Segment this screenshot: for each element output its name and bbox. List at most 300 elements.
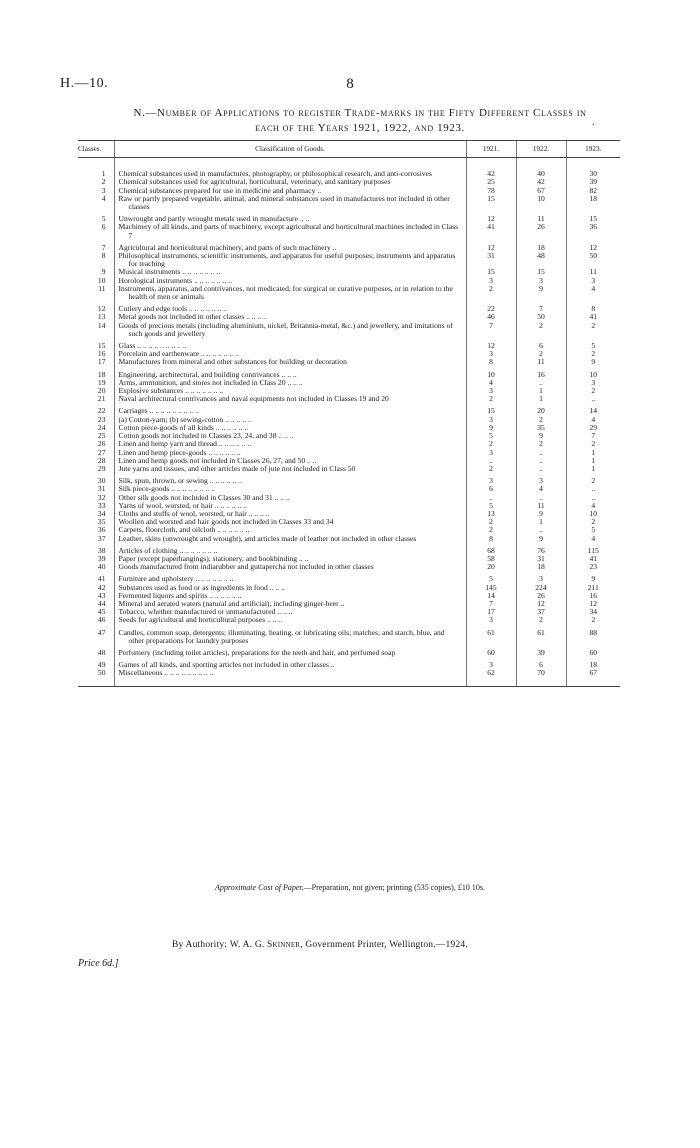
count-1922: 3: [539, 476, 543, 486]
count-1923-cell: [566, 645, 620, 657]
class-description: Tobacco, whether manufactured or unmanufactured .. .. ..: [118, 607, 293, 617]
class-number: 34: [97, 508, 106, 518]
count-1922-cell: [516, 625, 566, 645]
authority-line: [172, 940, 468, 950]
class-number: 30: [97, 476, 106, 486]
count-1922: 11: [537, 214, 545, 224]
count-1923-cell: [566, 669, 620, 677]
count-1922: ..: [539, 525, 543, 535]
count-1922: 26: [537, 590, 545, 600]
class-number-cell: [78, 432, 114, 440]
class-number: 37: [97, 533, 106, 543]
count-1922-cell: [516, 358, 566, 366]
class-description: Manufactures from mineral and other substances for building or decoration: [118, 357, 347, 367]
count-1921-cell: [466, 669, 516, 677]
count-1922: 2: [539, 439, 543, 449]
class-description: Naval architectural contrivances and naval equipments not included in Classes 19 and 20: [118, 394, 389, 404]
class-number-cell: [78, 338, 114, 350]
table-row: [78, 535, 620, 543]
count-1921: 12: [487, 341, 495, 351]
table-row: [78, 322, 620, 338]
class-number: 36: [97, 525, 106, 535]
class-number-cell: [78, 268, 114, 276]
count-1923: 88: [589, 627, 598, 637]
count-1921: 2: [489, 517, 493, 527]
count-1921: 14: [487, 590, 495, 600]
class-number: 17: [97, 357, 106, 367]
header-1922: 1922.: [516, 141, 566, 158]
class-number: 28: [97, 455, 106, 465]
class-number-cell: [78, 645, 114, 657]
count-1921: 2: [489, 463, 493, 473]
count-1922-cell: [516, 195, 566, 211]
count-1921: 15: [487, 406, 495, 416]
class-description-cell: [114, 563, 466, 571]
class-number: 23: [97, 414, 106, 424]
count-1921: 2: [489, 394, 493, 404]
count-1923: 5: [591, 525, 596, 535]
class-description: Linen and hemp piece-goods .. .. .. .. .. ..: [118, 447, 241, 457]
class-number: 9: [101, 267, 106, 277]
class-number: 16: [97, 349, 106, 359]
count-1923-cell: [566, 465, 620, 473]
count-1923: 4: [591, 283, 596, 293]
count-1922: 61: [537, 627, 545, 637]
class-number-cell: [78, 518, 114, 526]
class-number: 41: [97, 574, 106, 584]
count-1921-cell: [466, 322, 516, 338]
class-description: Fermented liquors and spirits .. .. .. .. .. ..: [118, 590, 242, 600]
count-1922: 11: [537, 357, 545, 367]
count-1921: ..: [489, 492, 493, 502]
class-description: Instruments, apparatus, and contrivances, not medicated, for surgical or curative purposes, or in relation to the health of men or animals: [118, 283, 453, 302]
count-1923: 34: [589, 607, 598, 617]
class-number: 12: [97, 304, 106, 314]
class-number: 29: [97, 463, 106, 473]
class-number: 8: [101, 251, 106, 261]
class-description: Cotton goods not included in Classes 23, 24, and 38 .. .. ..: [118, 431, 294, 441]
count-1921: ..: [489, 455, 493, 465]
count-1922-cell: [516, 645, 566, 657]
count-1921-cell: [466, 645, 516, 657]
count-1922: 26: [537, 222, 545, 232]
class-description: Engineering, architectural, and building contrivances .. .. ..: [118, 369, 297, 379]
count-1921: 15: [487, 267, 495, 277]
class-description: Perfumery (including toilet articles), preparations for the teeth and hair, and perfumed soap: [118, 647, 396, 657]
class-number: 4: [101, 193, 106, 203]
count-1922: 18: [537, 562, 545, 572]
class-number-cell: [78, 571, 114, 583]
count-1923: 41: [589, 553, 598, 563]
class-number: 35: [97, 517, 106, 527]
count-1921-cell: [466, 285, 516, 301]
class-number-cell: [78, 543, 114, 555]
count-1923: 5: [591, 341, 596, 351]
count-1923: 8: [591, 304, 596, 314]
class-description: Philosophical instruments, scientific instruments, and apparatus for useful purposes; instruments and apparatus for teaching: [118, 251, 456, 269]
class-description: Cloths and stuffs of wool, worsted, or hair .. .. .. ..: [118, 508, 270, 518]
class-number-cell: [78, 584, 114, 592]
class-description: Seeds for agricultural and horticultural purposes .. .. ..: [118, 615, 283, 625]
class-description: Chemical substances used in manufactures, photography, or philosophical research, and anti-corrosives: [118, 169, 432, 179]
count-1923: 11: [589, 267, 597, 277]
class-description-cell: [114, 358, 466, 366]
count-1922: 224: [535, 582, 547, 592]
class-description: Metal goods not included in other classes .. .. .. ..: [118, 312, 267, 322]
count-1921: 15: [487, 193, 495, 203]
class-description: Musical instruments .. .. .. .. .. .. ..: [118, 267, 221, 277]
class-number-cell: [78, 510, 114, 518]
class-number: 39: [97, 553, 106, 563]
count-1923: 12: [589, 598, 598, 608]
count-1922: ..: [539, 463, 543, 473]
class-description: Substances used as food or as ingredients in food .. .. ..: [118, 582, 285, 592]
count-1921: 3: [489, 447, 493, 457]
class-number: 22: [97, 406, 106, 416]
count-1921: 3: [489, 386, 493, 396]
count-1922: 67: [537, 185, 545, 195]
authority-prefix: By Authority:: [172, 940, 228, 950]
class-number-cell: [78, 195, 114, 211]
class-number-cell: [78, 555, 114, 563]
class-description: Cutlery and edge tools .. .. .. .. .. .. ..: [118, 304, 227, 314]
count-1921-cell: [466, 625, 516, 645]
count-1921: 2: [489, 439, 493, 449]
class-number-cell: [78, 473, 114, 485]
count-1921: 145: [485, 582, 497, 592]
count-1922: 37: [537, 607, 545, 617]
class-description: Paper (except paperhangings), stationery, and bookbinding .. ..: [118, 553, 309, 563]
class-description: Carpets, floorcloth, and oilcloth .. .. .. .. .. ..: [118, 525, 250, 535]
count-1923-cell: [566, 563, 620, 571]
class-description-cell: [114, 285, 466, 301]
count-1923: 2: [591, 320, 596, 330]
count-1922: 11: [537, 500, 545, 510]
class-number: 42: [97, 582, 106, 592]
count-1922: 35: [537, 422, 545, 432]
count-1921: 12: [487, 242, 495, 252]
table-row: [78, 252, 620, 268]
count-1923-cell: [566, 322, 620, 338]
class-description-cell: [114, 669, 466, 677]
count-1921: 3: [489, 275, 493, 285]
count-1923: 18: [589, 660, 598, 670]
count-1921: 5: [489, 500, 493, 510]
header-1923: 1923.: [566, 141, 620, 158]
class-number: 3: [101, 185, 106, 195]
table-body: [78, 158, 620, 686]
class-number: 15: [97, 341, 106, 351]
class-number-cell: [78, 252, 114, 268]
table-row: [78, 616, 620, 624]
class-number-cell: [78, 457, 114, 465]
class-description-cell: [114, 322, 466, 338]
class-description-cell: [114, 403, 466, 415]
count-1921: 13: [487, 508, 495, 518]
count-1922: 2: [539, 414, 543, 424]
count-1923: 23: [589, 562, 598, 572]
count-1923: 4: [591, 500, 596, 510]
count-1923: 2: [591, 615, 596, 625]
count-1923-cell: [566, 616, 620, 624]
count-1922: 39: [537, 647, 545, 657]
class-description: Cotton piece-goods of all kinds .. .. .. .. .. ..: [118, 422, 249, 432]
count-1922: 6: [539, 341, 543, 351]
count-1921: 3: [489, 414, 493, 424]
class-description: Goods of precious metals (including aluminium, nickel, Britannia-metal, &c.) and jewellery, and imitations of such goods and jewellery: [118, 320, 453, 338]
class-description: Glass .. .. .. .. .. .. .. .. ..: [118, 341, 187, 351]
count-1921-cell: [466, 358, 516, 366]
page-number: 8: [346, 76, 354, 92]
table-title: [60, 106, 660, 136]
count-1921: 8: [489, 533, 493, 543]
count-1923: 60: [589, 647, 598, 657]
count-1922-cell: [516, 563, 566, 571]
class-number: 5: [101, 214, 106, 224]
count-1922: 76: [537, 545, 545, 555]
count-1923: 30: [589, 169, 598, 179]
class-number: 25: [97, 431, 106, 441]
class-number-cell: [78, 387, 114, 395]
count-1923: 1: [591, 455, 596, 465]
count-1921-cell: [466, 465, 516, 473]
class-number-cell: [78, 313, 114, 321]
count-1921: 8: [489, 357, 493, 367]
count-1922: 18: [537, 242, 545, 252]
count-1923: 67: [589, 668, 598, 678]
header-1921: 1921.: [466, 141, 516, 158]
class-description: Mineral and aerated waters (natural and artificial), including ginger-beer ..: [118, 598, 345, 608]
class-description-cell: [114, 195, 466, 211]
class-number: 46: [97, 615, 106, 625]
authority-suffix: Government Printer, Wellington.—1924.: [305, 940, 468, 950]
header-classification: Classification of Goods.: [114, 141, 466, 158]
class-number: 24: [97, 422, 106, 432]
count-1923: 15: [589, 214, 598, 224]
count-1923: ..: [591, 492, 596, 502]
table-row: [78, 358, 620, 366]
cost-text: —Preparation, not given; printing (535 copies), £10 10s.: [303, 883, 485, 892]
count-1921-cell: [466, 395, 516, 403]
class-number-cell: [78, 669, 114, 677]
count-1923-cell: [566, 625, 620, 645]
count-1921: 78: [487, 185, 495, 195]
count-1921-cell: [466, 195, 516, 211]
count-1921-cell: [466, 223, 516, 239]
class-number: 7: [101, 242, 106, 252]
class-number: 33: [97, 500, 106, 510]
class-number-cell: [78, 449, 114, 457]
count-1923: 16: [589, 590, 598, 600]
count-1923: 1: [591, 463, 596, 473]
class-number-cell: [78, 502, 114, 510]
count-1921: 17: [487, 607, 495, 617]
count-1923: 41: [589, 312, 598, 322]
class-number-cell: [78, 657, 114, 669]
count-1921: 22: [487, 304, 495, 314]
class-number: 21: [97, 394, 106, 404]
count-1922: 16: [537, 369, 545, 379]
count-1923: 211: [587, 582, 599, 592]
class-number-cell: [78, 395, 114, 403]
count-1922: 9: [539, 431, 543, 441]
class-number: 50: [97, 668, 106, 678]
title-line-1: N.—Number of Applications to register Trade-marks in the Fifty Different Classes in: [133, 107, 587, 119]
count-1921: 4: [489, 377, 493, 387]
class-number-cell: [78, 170, 114, 178]
count-1923-cell: [566, 358, 620, 366]
class-number-cell: [78, 465, 114, 473]
count-1923-cell: [566, 395, 620, 403]
count-1922: 1: [539, 517, 543, 527]
class-number-cell: [78, 485, 114, 493]
count-1921-cell: [466, 616, 516, 624]
count-1922: 2: [539, 320, 543, 330]
class-number-cell: [78, 358, 114, 366]
class-number: 48: [97, 647, 106, 657]
table-row: [78, 465, 620, 473]
count-1923-cell: [566, 195, 620, 211]
class-number-cell: [78, 526, 114, 534]
count-1923: 9: [591, 357, 596, 367]
count-1921-cell: [466, 535, 516, 543]
class-number: 6: [101, 222, 106, 232]
class-description: Other silk goods not included in Classes 30 and 31 .. .. ..: [118, 492, 290, 502]
class-number-cell: [78, 616, 114, 624]
count-1923: ..: [591, 394, 596, 404]
class-number: 43: [97, 590, 106, 600]
count-1923: 3: [591, 275, 596, 285]
count-1923: 9: [591, 574, 596, 584]
class-description: Arms, ammunition, and stores not included in Class 20 .. .. ..: [118, 377, 303, 387]
count-1922: 20: [537, 406, 545, 416]
report-code: H.—10.: [60, 76, 109, 91]
count-1921: 12: [487, 214, 495, 224]
class-number-cell: [78, 285, 114, 301]
count-1923: 10: [589, 369, 598, 379]
count-1922: ..: [539, 455, 543, 465]
count-1922: ..: [539, 492, 543, 502]
count-1923: 2: [591, 476, 596, 486]
count-1922: 6: [539, 660, 543, 670]
count-1922: 9: [539, 508, 543, 518]
class-number: 44: [97, 598, 106, 608]
authority-name: W. A. G. Skinner,: [229, 940, 303, 950]
count-1922: 9: [539, 533, 543, 543]
class-description: Woollen and worsted and hair goods not included in Classes 33 and 34: [118, 517, 334, 527]
table-header-row: [78, 141, 620, 158]
count-1923: 18: [589, 193, 598, 203]
count-1921: 62: [487, 668, 495, 678]
count-1923: 2: [591, 349, 596, 359]
class-description: Agricultural and horticultural machinery, and parts of such machinery ..: [118, 242, 337, 252]
count-1922: 2: [539, 615, 543, 625]
class-number: 10: [97, 275, 106, 285]
class-description-cell: [114, 625, 466, 645]
count-1921: 25: [487, 177, 495, 187]
class-number-cell: [78, 240, 114, 252]
count-1921: 3: [489, 615, 493, 625]
class-number-cell: [78, 187, 114, 195]
table-row: [78, 625, 620, 645]
count-1922: 7: [539, 304, 543, 314]
class-description: Yarns of wool, worsted, or hair .. .. .. .. .. ..: [118, 500, 248, 510]
class-description: Silk piece-goods .. .. .. .. .. .. .. ..: [118, 484, 215, 494]
count-1923-cell: [566, 223, 620, 239]
class-description: Goods manufactured from indiarubber and guttapercha not included in other classes: [118, 562, 374, 572]
class-number-cell: [78, 211, 114, 223]
class-number: 14: [97, 320, 106, 330]
class-number-cell: [78, 563, 114, 571]
count-1922-cell: [516, 285, 566, 301]
cost-label: Approximate Cost of Paper.: [215, 883, 304, 892]
count-1922: 9: [539, 283, 543, 293]
count-1922: 40: [537, 169, 545, 179]
class-description: Furniture and upholstery .. .. .. .. .. .. ..: [118, 574, 234, 584]
count-1921: 7: [489, 320, 493, 330]
class-description: Linen and hemp goods not included in Classes 26, 27, and 50 .. ..: [118, 455, 317, 465]
count-1922-cell: [516, 465, 566, 473]
class-description: Chemical substances used for agricultural, horticultural, veterinary, and sanitary purposes: [118, 177, 391, 187]
class-description: Explosive substances .. .. .. .. .. .. ..: [118, 386, 224, 396]
class-number-cell: [78, 223, 114, 239]
count-1922: 3: [539, 574, 543, 584]
class-number-cell: [78, 424, 114, 432]
count-1921: 10: [487, 369, 495, 379]
class-description: Raw or partly prepared vegetable, animal, and mineral substances used in manufactures not included in other classes: [118, 193, 450, 212]
count-1921: 3: [489, 349, 493, 359]
table-row: [78, 285, 620, 301]
class-number: 19: [97, 377, 106, 387]
class-number-cell: [78, 301, 114, 313]
class-description-cell: [114, 223, 466, 239]
count-1923: 115: [587, 545, 599, 555]
trade-marks-table: [78, 140, 620, 687]
class-number: 11: [98, 283, 106, 293]
count-1922: 2: [539, 349, 543, 359]
count-1921: 31: [487, 251, 495, 261]
class-number-cell: [78, 592, 114, 600]
count-1922-cell: [516, 395, 566, 403]
class-description-cell: [114, 465, 466, 473]
count-1922: 15: [537, 267, 545, 277]
class-number-cell: [78, 403, 114, 415]
class-number: 32: [97, 492, 106, 502]
count-1921: 20: [487, 562, 495, 572]
header-classes: Classes.: [78, 141, 114, 158]
count-1922: 12: [537, 598, 545, 608]
class-description: Linen and hemp yarn and thread .. .. .. .. .. ..: [118, 439, 252, 449]
count-1923: 2: [591, 386, 596, 396]
class-description: Chemical substances prepared for use in medicine and pharmacy ..: [118, 185, 322, 195]
class-number-cell: [78, 178, 114, 186]
count-1922-cell: [516, 252, 566, 268]
count-1921: 60: [487, 647, 495, 657]
count-1921: 3: [489, 476, 493, 486]
count-1923: ..: [591, 484, 596, 494]
count-1923: 7: [591, 431, 596, 441]
class-description: Silk, spun, thrown, or sewing .. .. .. .. .. ..: [118, 476, 242, 486]
count-1921: 5: [489, 431, 493, 441]
class-number-cell: [78, 440, 114, 448]
count-1922-cell: [516, 322, 566, 338]
class-number-cell: [78, 350, 114, 358]
table-row: [78, 563, 620, 571]
count-1923: 10: [589, 508, 598, 518]
count-1921: 9: [489, 422, 493, 432]
class-number-cell: [78, 379, 114, 387]
class-number-cell: [78, 494, 114, 502]
